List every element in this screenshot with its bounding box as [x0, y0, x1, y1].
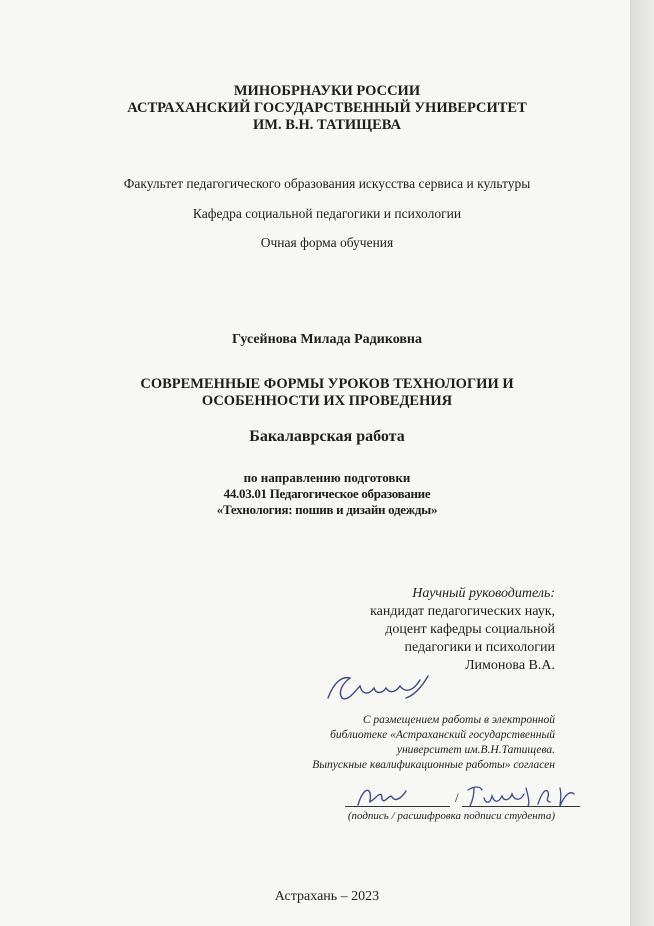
- student-signature-decoding: [464, 782, 582, 810]
- supervisor-degree: кандидат педагогических наук,: [370, 604, 555, 619]
- ministry-heading: МИНОБРНАУКИ РОССИИ: [233, 83, 421, 99]
- thesis-title-line1: СОВРЕМЕННЫЕ ФОРМЫ УРОКОВ ТЕХНОЛОГИИ И: [140, 376, 514, 392]
- student-signature: [352, 783, 412, 811]
- faculty-line: Факультет педагогического образования искусства сервиса и культуры: [123, 176, 531, 191]
- thesis-title-line2: ОСОБЕННОСТИ ИХ ПРОВЕДЕНИЯ: [201, 393, 453, 409]
- work-type: Бакалаврская работа: [249, 428, 405, 445]
- supervisor-label: Научный руководитель:: [412, 586, 555, 601]
- author-name: Гусейнова Милада Радиковна: [232, 332, 422, 347]
- direction-line1: по направлению подготовки: [243, 470, 411, 485]
- signature-caption: (подпись / расшифровка подписи студента): [347, 810, 555, 822]
- university-heading: АСТРАХАНСКИЙ ГОСУДАРСТВЕННЫЙ УНИВЕРСИТЕТ: [127, 100, 527, 116]
- department-line: Кафедра социальной педагогики и психологии: [192, 206, 462, 221]
- university-named-after: ИМ. В.Н. ТАТИЩЕВА: [253, 117, 401, 133]
- direction-line2: 44.03.01 Педагогическое образование: [223, 486, 431, 501]
- study-form-line: Очная форма обучения: [260, 235, 394, 250]
- signature-separator: /: [455, 790, 459, 805]
- supervisor-position: доцент кафедры социальной: [385, 622, 555, 637]
- direction-line3: «Технология: пошив и дизайн одежды»: [216, 502, 438, 517]
- consent-line1: С размещением работы в электронной: [362, 714, 555, 726]
- consent-line4: Выпускные квалификационные работы» согласен: [312, 759, 555, 771]
- supervisor-signature: [320, 668, 450, 708]
- supervisor-department: педагогики и психологии: [404, 640, 555, 655]
- supervisor-name: Лимонова В.А.: [465, 658, 555, 673]
- city-year: Астрахань – 2023: [274, 889, 380, 904]
- consent-line3: университет им.В.Н.Татищева.: [396, 744, 555, 756]
- consent-line2: библиотеке «Астраханский государственный: [330, 729, 555, 741]
- page-edge: [630, 0, 654, 926]
